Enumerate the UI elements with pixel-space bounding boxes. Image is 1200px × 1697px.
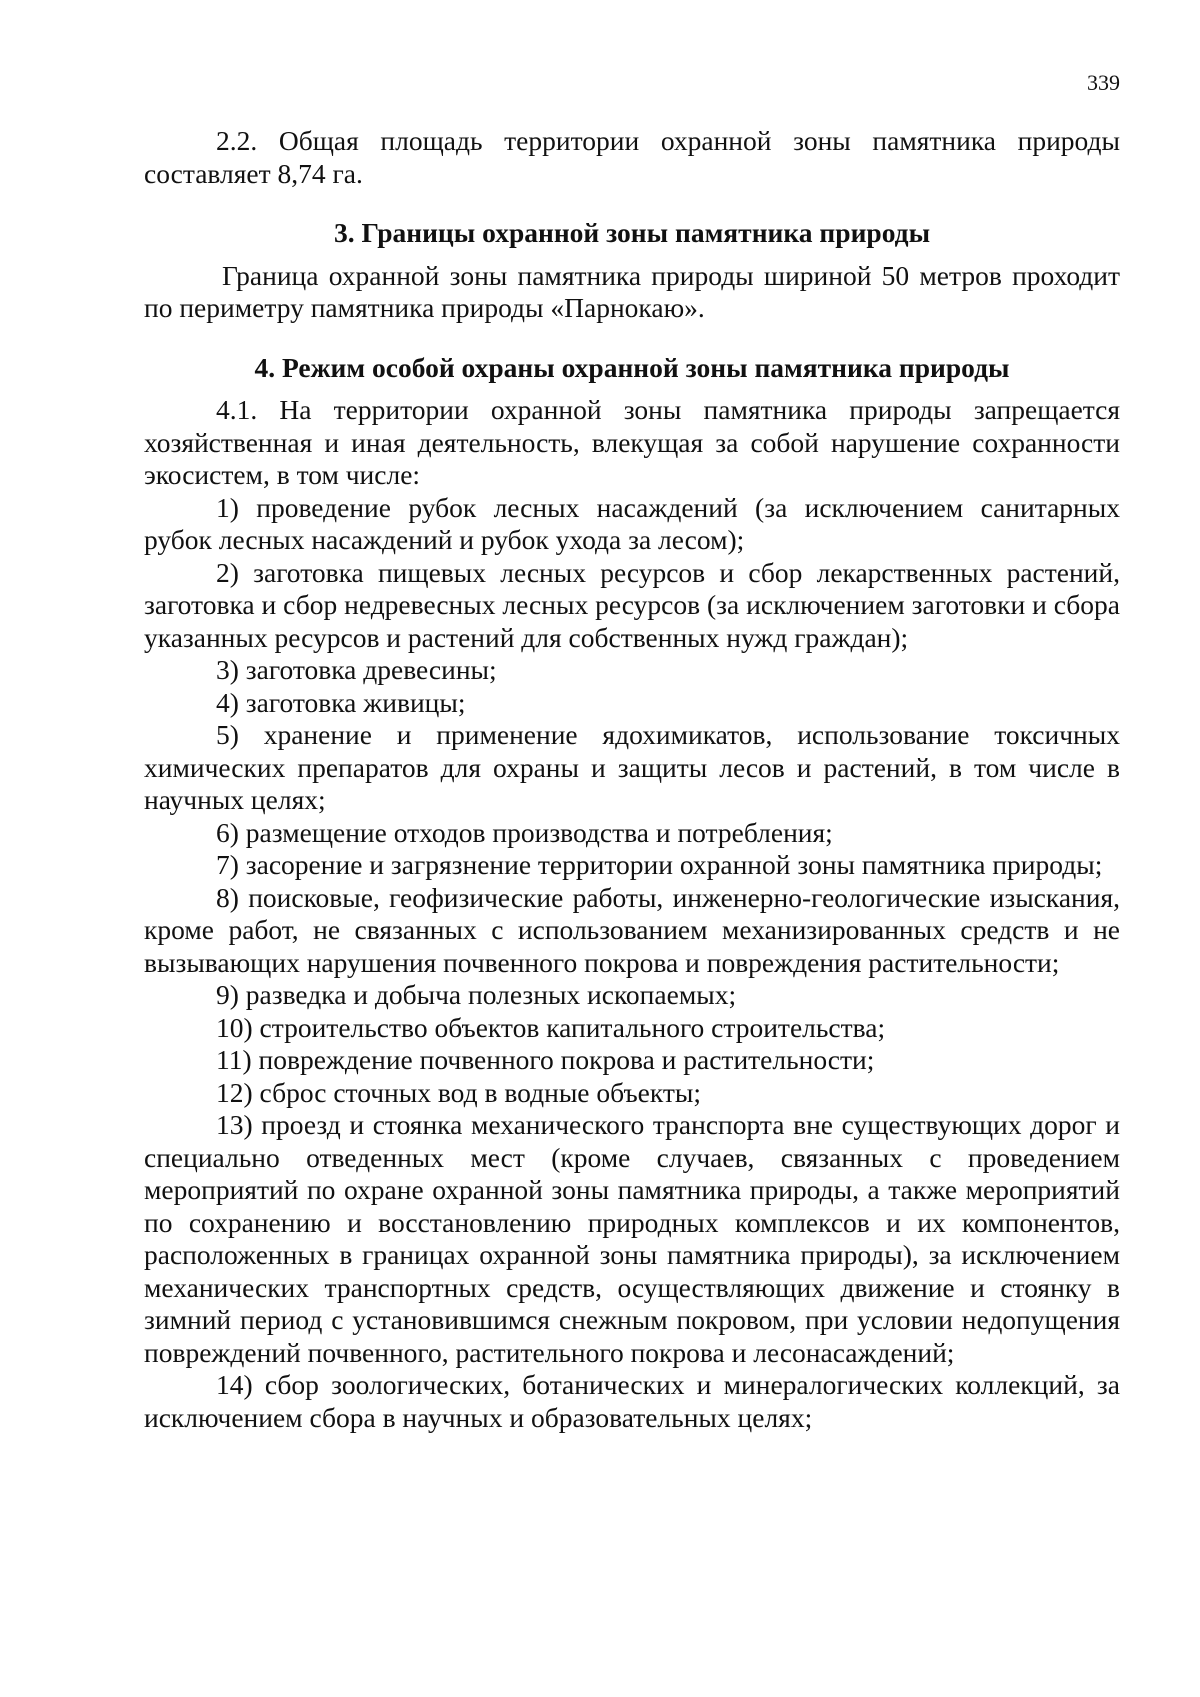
list-item: 9) разведка и добыча полезных ископаемых; — [216, 979, 737, 1010]
section-heading-4: 4. Режим особой охраны охранной зоны памятника природы — [254, 351, 1010, 383]
list-item: 1) проведение рубок лесных насаждений (за исключением санитарных рубок лесных насаждений и рубок ухода за лесом); — [144, 491, 1120, 555]
page-number: 339 — [1087, 70, 1120, 95]
list-item: 7) засорение и загрязнение территории охранной зоны памятника природы; — [216, 849, 1103, 880]
list-item: 3) заготовка древесины; — [216, 654, 497, 685]
list-item: 6) размещение отходов производства и потребления; — [216, 816, 833, 848]
document-body — [144, 125, 1120, 1434]
list-item: 10) строительство объектов капитального строительства; — [216, 1011, 886, 1043]
paragraph-2-2: 2.2. Общая площадь территории охранной зоны памятника природы составляет 8,74 га. — [144, 125, 1120, 189]
list-item: 12) сброс сточных вод в водные объекты; — [216, 1076, 701, 1108]
list-item: 14) сбор зоологических, ботанических и минералогических коллекций, за исключением сбора в научных и образовательных целях; — [144, 1369, 1120, 1433]
paragraph-4-1: 4.1. На территории охранной зоны памятника природы запрещается хозяйственная и иная деятельность, влекущая за собой нарушение сохранности экосистем, в том числе: — [144, 394, 1120, 490]
section-heading-3: 3. Границы охранной зоны памятника природы — [333, 217, 931, 248]
list-item: 13) проезд и стоянка механического транспорта вне существующих дорог и специально отведенных мест (кроме случаев, связанных с проведением мероприятий по охране охранной зоны памятника природы, а также мероприятий по сохранению и восстановлению природных комплексов и их компонентов, расположенных в границах охранной зоны памятника природы), за исключением механических транспортных средств, осуществляющих движение и стоянку в зимний период с установившимся снежным покровом, при условии недопущения повреждений почвенного, растительного покрова и лесонасаждений; — [144, 1109, 1120, 1368]
list-item: 2) заготовка пищевых лесных ресурсов и сбор лекарственных растений, заготовка и сбор недревесных лесных ресурсов (за исключением заготовки и сбора указанных ресурсов и растений для собственных нужд граждан); — [144, 556, 1120, 653]
paragraph-3: Граница охранной зоны памятника природы шириной 50 метров проходит по периметру памятника природы «Парнокаю». — [144, 259, 1120, 323]
list-item: 5) хранение и применение ядохимикатов, использование токсичных химических препаратов для охраны и защиты лесов и растений, в том числе в научных целях; — [144, 719, 1120, 815]
list-item: 11) повреждение почвенного покрова и растительности; — [216, 1044, 875, 1075]
list-item: 4) заготовка живицы; — [216, 686, 466, 718]
list-item: 8) поисковые, геофизические работы, инженерно-геологические изыскания, кроме работ, не связанных с использованием механизированных средств и не вызывающих нарушения почвенного покрова и повреждения растительности; — [144, 881, 1120, 978]
